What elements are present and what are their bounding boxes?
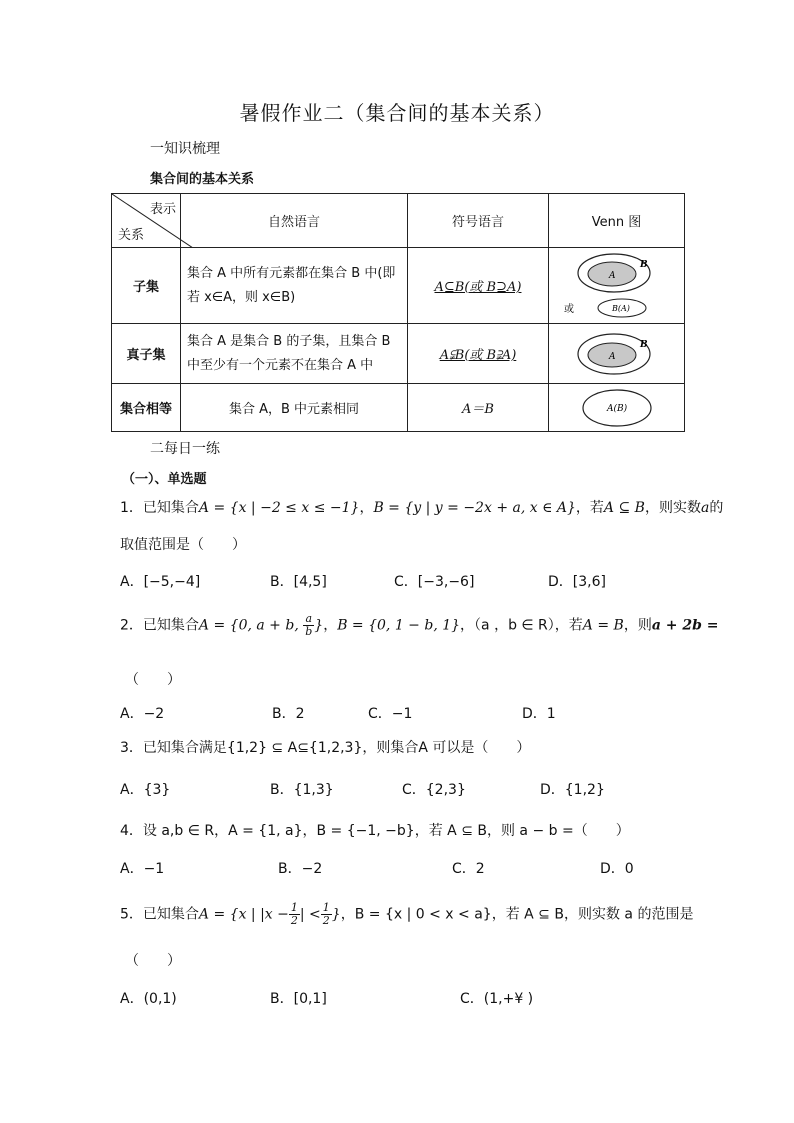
q4-option-c[interactable]: C．2 bbox=[452, 861, 485, 877]
q-text: ， bbox=[323, 617, 338, 634]
question-4: 4．设 a,b ∈ R，A = {1, a}，B = {−1, −b}，若 A ⊆ B，则 a − b =（ ） bbox=[120, 823, 630, 839]
q-math: A = {x | −2 ≤ x ≤ −1} bbox=[198, 500, 360, 516]
q-math: A = B bbox=[582, 617, 624, 634]
q3-option-c[interactable]: C．{2,3} bbox=[402, 782, 466, 798]
fraction: $\frac{1}{2}$ bbox=[322, 901, 330, 927]
q-text: 5．已知集合 bbox=[120, 906, 199, 923]
q2-option-a[interactable]: A．−2 bbox=[120, 706, 165, 722]
q-math: A = {0, a + b, bbox=[198, 617, 304, 634]
q-text: ，则 bbox=[623, 617, 652, 634]
question-5 bbox=[120, 902, 693, 927]
q1-option-b[interactable]: B．[4,5] bbox=[270, 574, 327, 590]
q-text: 2．已知集合 bbox=[120, 617, 199, 634]
natural-line: 集合 A 中所有元素都在集合 B 中(即 bbox=[187, 265, 396, 281]
question-2 bbox=[120, 613, 719, 638]
venn-label: A bbox=[608, 351, 615, 362]
q3-option-d[interactable]: D．{1,2} bbox=[540, 782, 605, 798]
fraction: $\frac{a}{b}$ bbox=[305, 612, 313, 638]
q-text: ，B = {x | 0 < x < a}，若 A ⊆ B，则实数 a 的范围是 bbox=[340, 906, 694, 923]
header-top-label: 表示 bbox=[150, 202, 177, 217]
q4-option-a[interactable]: A．−1 bbox=[120, 861, 165, 877]
header-natural: 自然语言 bbox=[181, 194, 408, 248]
header-bottom-label: 关系 bbox=[118, 228, 145, 243]
row-symbol: A⫋B(或 B⫌A) bbox=[439, 348, 517, 363]
venn-label: A bbox=[608, 270, 615, 281]
section-heading-practice: 二每日一练 bbox=[150, 441, 220, 457]
q1-option-d[interactable]: D．[3,6] bbox=[548, 574, 606, 590]
row-natural bbox=[181, 324, 408, 384]
q-text: ，（a ，b ∈ R），若 bbox=[460, 617, 583, 634]
q2-option-d[interactable]: D．1 bbox=[522, 706, 556, 722]
q-text: ，若 bbox=[575, 500, 604, 516]
header-symbol: 符号语言 bbox=[408, 194, 549, 248]
part-heading: （一）、单选题 bbox=[122, 472, 207, 487]
q-math: A ⊆ B bbox=[603, 500, 645, 516]
natural-line: 中至少有一个元素不在集合 A 中 bbox=[187, 357, 374, 373]
table-row bbox=[112, 384, 685, 432]
row-natural bbox=[181, 248, 408, 324]
question-1 bbox=[120, 497, 723, 517]
q2-option-b[interactable]: B．2 bbox=[272, 706, 305, 722]
venn-label: A(B) bbox=[606, 403, 627, 414]
table-corner-cell bbox=[112, 194, 181, 248]
row-name: 真子集 bbox=[112, 324, 181, 384]
natural-line: 集合 A 是集合 B 的子集，且集合 B bbox=[187, 333, 391, 349]
row-natural: 集合 A，B 中元素相同 bbox=[181, 384, 408, 432]
venn-proper-subset bbox=[549, 324, 685, 384]
q-math: } bbox=[331, 906, 341, 923]
venn-diagram bbox=[562, 251, 672, 321]
q-math: A = {x | |x − bbox=[198, 906, 289, 923]
row-name: 集合相等 bbox=[112, 384, 181, 432]
venn-label: B bbox=[639, 259, 648, 270]
q5-option-b[interactable]: B．[0,1] bbox=[270, 991, 327, 1007]
fraction: $\frac{1}{2}$ bbox=[290, 901, 298, 927]
q-text: ， bbox=[359, 500, 374, 516]
q-math: a + 2b = bbox=[651, 617, 719, 634]
q-text: 的 bbox=[709, 500, 724, 516]
q-text: ，则实数 bbox=[644, 500, 701, 516]
q3-option-a[interactable]: A．{3} bbox=[120, 782, 171, 798]
table-row bbox=[112, 248, 685, 324]
q-math: B = {0, 1 − b, 1} bbox=[337, 617, 461, 634]
q-math: a bbox=[700, 500, 710, 516]
natural-line: 若 x∈A，则 x∈B) bbox=[187, 289, 296, 305]
venn-label: B bbox=[639, 339, 648, 350]
subsection-heading: 集合间的基本关系 bbox=[150, 172, 255, 187]
q3-option-b[interactable]: B．{1,3} bbox=[270, 782, 334, 798]
q-math: | < bbox=[299, 906, 321, 923]
venn-or: 或 bbox=[563, 303, 574, 315]
q4-option-d[interactable]: D．0 bbox=[600, 861, 634, 877]
q1-option-a[interactable]: A．[−5,−4] bbox=[120, 574, 201, 590]
table-header-row bbox=[112, 194, 685, 248]
q-math: } bbox=[314, 617, 324, 634]
question-5-line2: （ ） bbox=[125, 953, 181, 969]
question-2-line2: （ ） bbox=[125, 672, 181, 688]
relations-table bbox=[111, 193, 685, 432]
row-name: 子集 bbox=[112, 248, 181, 324]
q5-option-a[interactable]: A．(0,1) bbox=[120, 991, 177, 1007]
q2-option-c[interactable]: C．−1 bbox=[368, 706, 413, 722]
q5-option-c[interactable]: C．(1,+¥ ) bbox=[460, 991, 534, 1007]
venn-diagram bbox=[562, 330, 672, 378]
q-math: B = {y | y = −2x + a, x ∈ A} bbox=[373, 500, 576, 516]
question-1-line2: 取值范围是（ ） bbox=[120, 537, 246, 553]
table-row bbox=[112, 324, 685, 384]
header-venn: Venn 图 bbox=[549, 194, 685, 248]
question-3: 3．已知集合满足{1,2} ⊆ A⊆{1,2,3}，则集合A 可以是（ ） bbox=[120, 740, 531, 756]
venn-subset bbox=[549, 248, 685, 324]
row-symbol: A＝B bbox=[462, 402, 494, 417]
q-text: 1．已知集合 bbox=[120, 500, 199, 516]
venn-equal bbox=[549, 384, 685, 432]
section-heading-knowledge: 一知识梳理 bbox=[150, 141, 220, 157]
q1-option-c[interactable]: C．[−3,−6] bbox=[394, 574, 475, 590]
venn-diagram bbox=[577, 387, 657, 429]
page-title: 暑假作业二（集合间的基本关系） bbox=[239, 101, 555, 125]
q4-option-b[interactable]: B．−2 bbox=[278, 861, 323, 877]
row-symbol: A⊆B(或 B⊇A) bbox=[434, 280, 522, 295]
venn-label: B(A) bbox=[611, 303, 630, 313]
